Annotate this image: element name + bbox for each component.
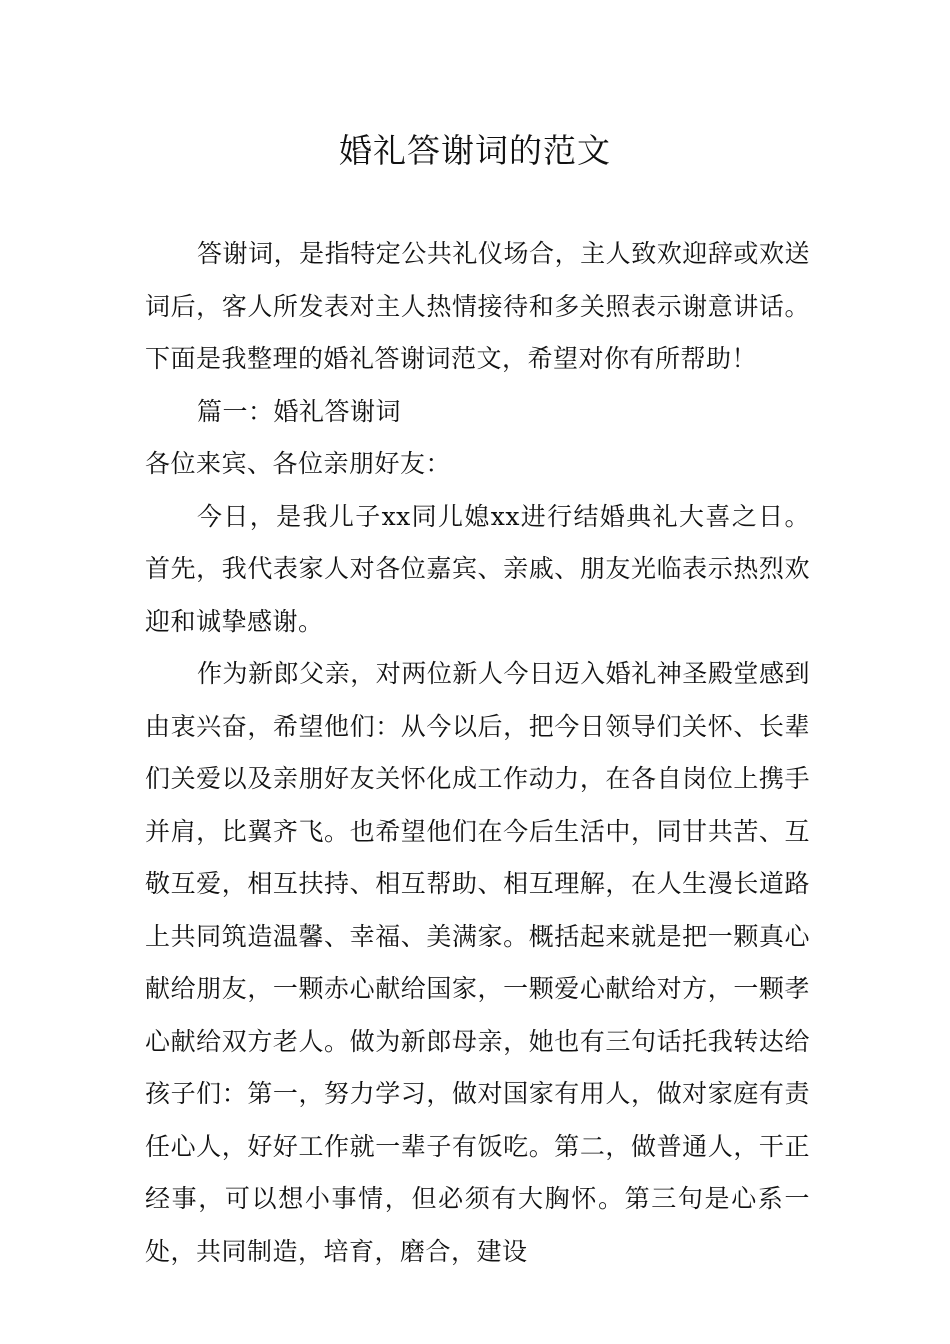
speech-paragraph-2: 作为新郎父亲，对两位新人今日迈入婚礼神圣殿堂感到由衷兴奋，希望他们：从今以后，把今日领导们关怀、长辈们关爱以及亲朋好友关怀化成工作动力，在各自岗位上携手并肩，比翼齐飞。也希望他们在今后生活中，同甘共苦、互敬互爱，相互扶持、相互帮助、相互理解，在人生漫长道路上共同筑造温馨、幸福、美满家。概括起来就是把一颗真心献给朋友，一颗赤心献给国家，一颗爱心献给对方，一颗孝心献给双方老人。做为新郎母亲，她也有三句话托我转达给孩子们：第一，努力学习，做对国家有用人，做对家庭有责任心人，好好工作就一辈子有饭吃。第二，做普通人，干正经事，可以想小事情，但必须有大胸怀。第三句是心系一处，共同制造，培育，磨合，建设	[145, 659, 810, 1266]
speech-paragraph-1: 今日，是我儿子xx同儿媳xx进行结婚典礼大喜之日。首先，我代表家人对各位嘉宾、亲戚、朋友光临表示热烈欢迎和诚挚感谢。	[145, 501, 810, 636]
salutation: 各位来宾、各位亲朋好友：	[145, 449, 452, 478]
intro-paragraph: 答谢词，是指特定公共礼仪场合，主人致欢迎辞或欢送词后，客人所发表对主人热情接待和多关照表示谢意讲话。下面是我整理的婚礼答谢词范文，希望对你有所帮助！	[145, 239, 810, 373]
document-title: 婚礼答谢词的范文	[339, 131, 611, 170]
section-heading: 篇一：婚礼答谢词	[197, 396, 402, 426]
document-body	[145, 228, 810, 1278]
